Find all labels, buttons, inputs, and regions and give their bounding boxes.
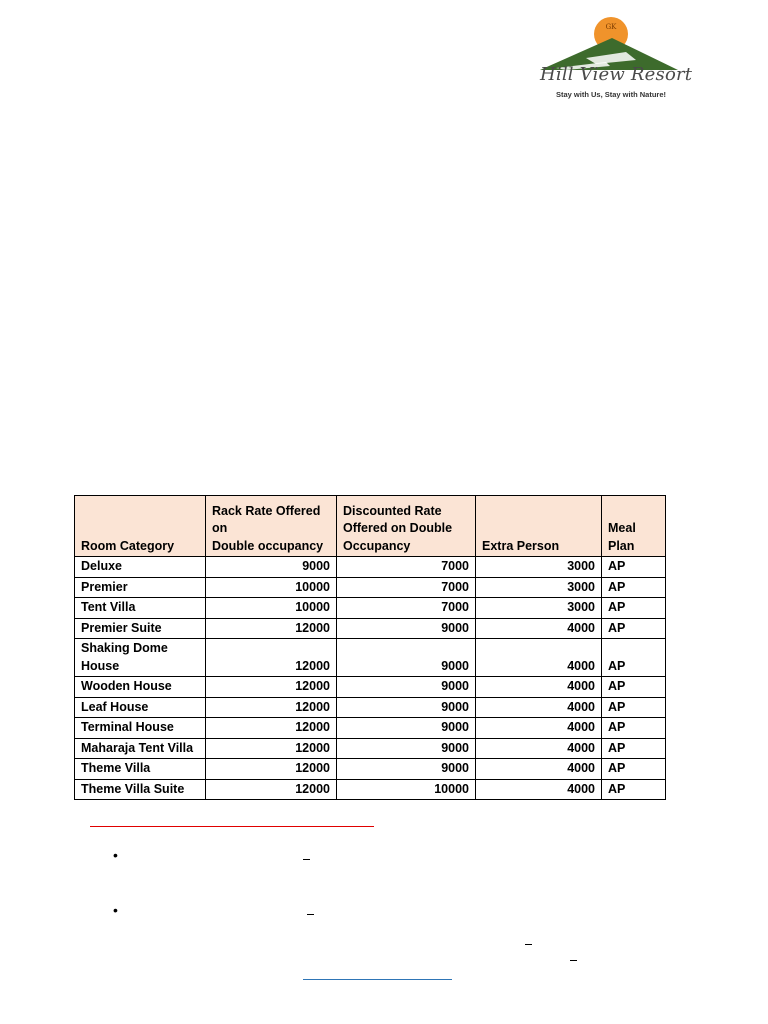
room-category-cell: Tent Villa xyxy=(75,598,206,619)
logo-title: Hill View Resort xyxy=(540,64,693,85)
rack-rate-cell: 12000 xyxy=(206,759,337,780)
extra-person-cell: 4000 xyxy=(476,779,602,800)
table-row xyxy=(75,598,666,619)
rack-rate-cell: 12000 xyxy=(206,618,337,639)
extra-person-cell: 4000 xyxy=(476,738,602,759)
discounted-rate-cell: 7000 xyxy=(337,557,476,578)
discounted-rate-cell: 10000 xyxy=(337,779,476,800)
meal-plan-cell: AP xyxy=(602,779,666,800)
link-underline[interactable] xyxy=(303,979,452,980)
discounted-rate-cell: 9000 xyxy=(337,618,476,639)
header-extra-person: Extra Person xyxy=(476,496,602,557)
header-rack-rate: Rack Rate Offered on Double occupancy xyxy=(206,496,337,557)
logo-monogram: GK xyxy=(605,23,617,31)
extra-person-cell: 3000 xyxy=(476,577,602,598)
rack-rate-cell: 10000 xyxy=(206,577,337,598)
dash-mark xyxy=(307,914,314,915)
room-category-cell: Maharaja Tent Villa xyxy=(75,738,206,759)
dash-mark xyxy=(303,859,310,860)
bullet-point: • xyxy=(113,847,118,863)
meal-plan-cell: AP xyxy=(602,598,666,619)
room-category-cell: Terminal House xyxy=(75,718,206,739)
rack-rate-cell: 12000 xyxy=(206,738,337,759)
discounted-rate-cell: 9000 xyxy=(337,759,476,780)
extra-person-cell: 4000 xyxy=(476,639,602,677)
rack-rate-cell: 12000 xyxy=(206,718,337,739)
extra-person-cell: 3000 xyxy=(476,598,602,619)
rack-rate-cell: 12000 xyxy=(206,639,337,677)
meal-plan-cell: AP xyxy=(602,677,666,698)
meal-plan-cell: AP xyxy=(602,738,666,759)
meal-plan-cell: AP xyxy=(602,697,666,718)
meal-plan-cell: AP xyxy=(602,618,666,639)
logo-tagline: Stay with Us, Stay with Nature! xyxy=(555,90,667,99)
room-category-cell: Premier xyxy=(75,577,206,598)
extra-person-cell: 4000 xyxy=(476,718,602,739)
extra-person-cell: 4000 xyxy=(476,697,602,718)
resort-logo xyxy=(536,14,693,106)
rack-rate-cell: 10000 xyxy=(206,598,337,619)
room-category-cell: Wooden House xyxy=(75,677,206,698)
room-category-cell: Leaf House xyxy=(75,697,206,718)
room-category-cell: Deluxe xyxy=(75,557,206,578)
table-row xyxy=(75,759,666,780)
table-row xyxy=(75,577,666,598)
room-category-cell: Theme Villa xyxy=(75,759,206,780)
room-rate-table xyxy=(74,495,666,800)
rack-rate-cell: 12000 xyxy=(206,697,337,718)
discounted-rate-cell: 9000 xyxy=(337,718,476,739)
room-category-cell: Premier Suite xyxy=(75,618,206,639)
meal-plan-cell: AP xyxy=(602,718,666,739)
discounted-rate-cell: 7000 xyxy=(337,598,476,619)
rack-rate-cell: 9000 xyxy=(206,557,337,578)
table-row xyxy=(75,677,666,698)
extra-person-cell: 3000 xyxy=(476,557,602,578)
extra-person-cell: 4000 xyxy=(476,618,602,639)
table-row xyxy=(75,697,666,718)
table-row xyxy=(75,718,666,739)
header-room-category: Room Category xyxy=(75,496,206,557)
table-row xyxy=(75,779,666,800)
room-category-cell: Theme Villa Suite xyxy=(75,779,206,800)
discounted-rate-cell: 9000 xyxy=(337,738,476,759)
dash-mark xyxy=(525,944,532,945)
room-category-cell: Shaking Dome House xyxy=(75,639,206,677)
meal-plan-cell: AP xyxy=(602,639,666,677)
discounted-rate-cell: 9000 xyxy=(337,677,476,698)
table-row xyxy=(75,738,666,759)
table-row xyxy=(75,557,666,578)
table-row xyxy=(75,618,666,639)
discounted-rate-cell: 9000 xyxy=(337,697,476,718)
red-underline-rule xyxy=(90,826,374,827)
meal-plan-cell: AP xyxy=(602,557,666,578)
rack-rate-cell: 12000 xyxy=(206,779,337,800)
discounted-rate-cell: 9000 xyxy=(337,639,476,677)
extra-person-cell: 4000 xyxy=(476,677,602,698)
dash-mark xyxy=(570,960,577,961)
table-row xyxy=(75,639,666,677)
discounted-rate-cell: 7000 xyxy=(337,577,476,598)
rack-rate-cell: 12000 xyxy=(206,677,337,698)
meal-plan-cell: AP xyxy=(602,577,666,598)
header-discounted-rate: Discounted Rate Offered on Double Occupancy xyxy=(337,496,476,557)
bullet-point: • xyxy=(113,902,118,918)
meal-plan-cell: AP xyxy=(602,759,666,780)
header-meal-plan: Meal Plan xyxy=(602,496,666,557)
table-header-row xyxy=(75,496,666,557)
extra-person-cell: 4000 xyxy=(476,759,602,780)
